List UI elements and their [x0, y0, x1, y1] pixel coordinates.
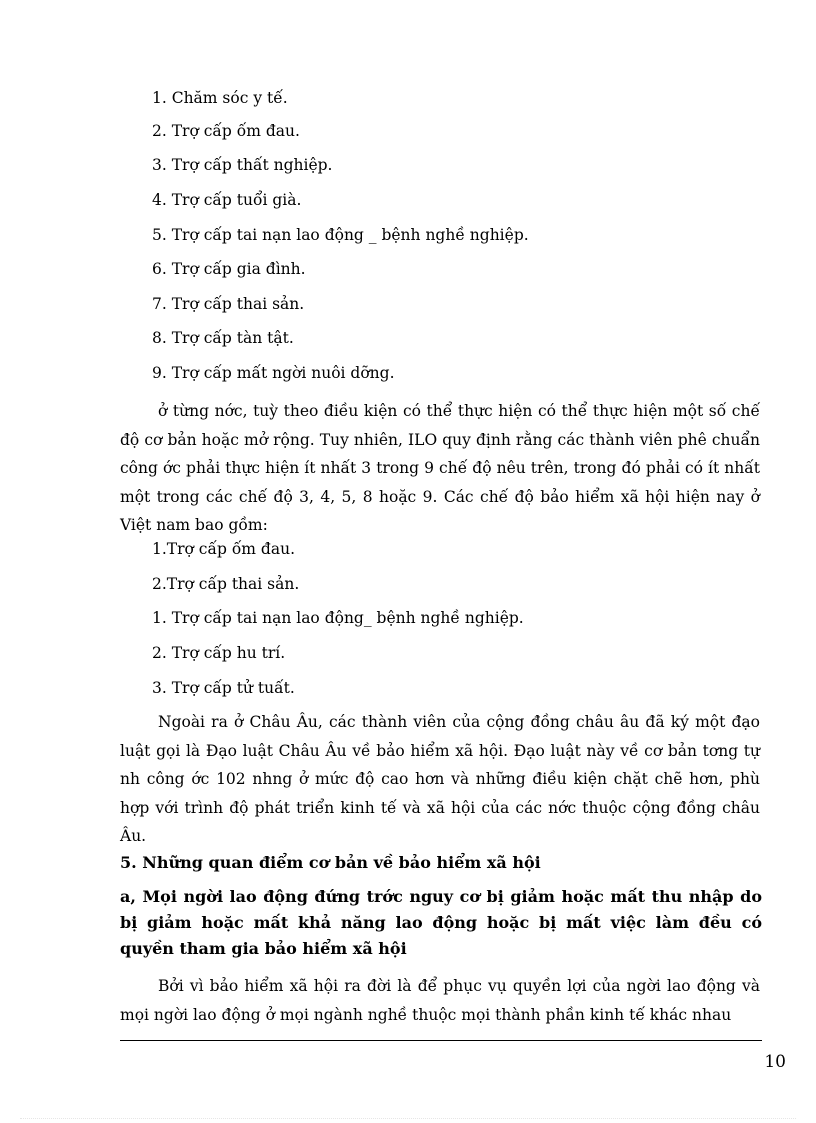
body-paragraph: Ngoài ra ở Châu Âu, các thành viên của cộng đồng châu âu đã ký một đạo luật gọi là Đạo luật Châu Âu về bảo hiểm xã hội. Đạo luật này về cơ bản tơng tự nh công ớc 102 nhng ở mức độ cao hơn và những điều kiện chặt chẽ hơn, phù hợp với trình độ phát triển kinh tế và xã hội của các nớc thuộc cộng đồng châu Âu. [120, 713, 760, 846]
list-item: 3. Trợ cấp tử tuất. [152, 679, 295, 697]
page-number: 10 [764, 1052, 786, 1072]
body-paragraph: Bởi vì bảo hiểm xã hội ra đời là để phục vụ quyền lợi của ngời lao động và mọi ngời lao động ở mọi ngành nghề thuộc mọi thành phần kinh tế khác nhau [120, 977, 760, 1024]
list-item: 9. Trợ cấp mất ngời nuôi dỡng. [152, 364, 395, 382]
list-item: 8. Trợ cấp tàn tật. [152, 329, 294, 347]
list-item: 7. Trợ cấp thai sản. [152, 295, 305, 313]
list-item: 4. Trợ cấp tuổi già. [152, 191, 302, 209]
list-item: 1.Trợ cấp ốm đau. [152, 540, 296, 558]
list-item: 5. Trợ cấp tai nạn lao động _ bệnh nghề nghiệp. [152, 226, 529, 244]
body-paragraph: ở từng nớc, tuỳ theo điều kiện có thể thực hiện có thể thực hiện một số chế độ cơ bản hoặc mở rộng. Tuy nhiên, ILO quy định rằng các thành viên phê chuẩn công ớc phải thực hiện ít nhất 3 trong 9 chế độ nêu trên, trong đó phải có ít nhất một trong các chế độ 3, 4, 5, 8 hoặc 9. Các chế độ bảo hiểm xã hội hiện nay ở Việt nam bao gồm: [120, 402, 760, 535]
list-item: 2.Trợ cấp thai sản. [152, 575, 300, 593]
list-item: 2. Trợ cấp ốm đau. [152, 122, 300, 140]
list-item: 1. Chăm sóc y tế. [152, 89, 288, 107]
subsection-heading: a, Mọi ngời lao động đứng trớc nguy cơ bị giảm hoặc mất thu nhập do bị giảm hoặc mất khả năng lao động hoặc bị mất việc làm đều có quyền tham gia bảo hiểm xã hội [120, 887, 762, 958]
page-edge-divider [20, 1118, 796, 1119]
list-item: 3. Trợ cấp thất nghiệp. [152, 156, 333, 174]
list-item: 6. Trợ cấp gia đình. [152, 260, 306, 278]
list-item: 1. Trợ cấp tai nạn lao động_ bệnh nghề nghiệp. [152, 609, 524, 627]
footer-rule [120, 1040, 762, 1041]
section-heading: 5. Những quan điểm cơ bản về bảo hiểm xã hội [120, 853, 541, 872]
list-item: 2. Trợ cấp hu trí. [152, 644, 286, 662]
